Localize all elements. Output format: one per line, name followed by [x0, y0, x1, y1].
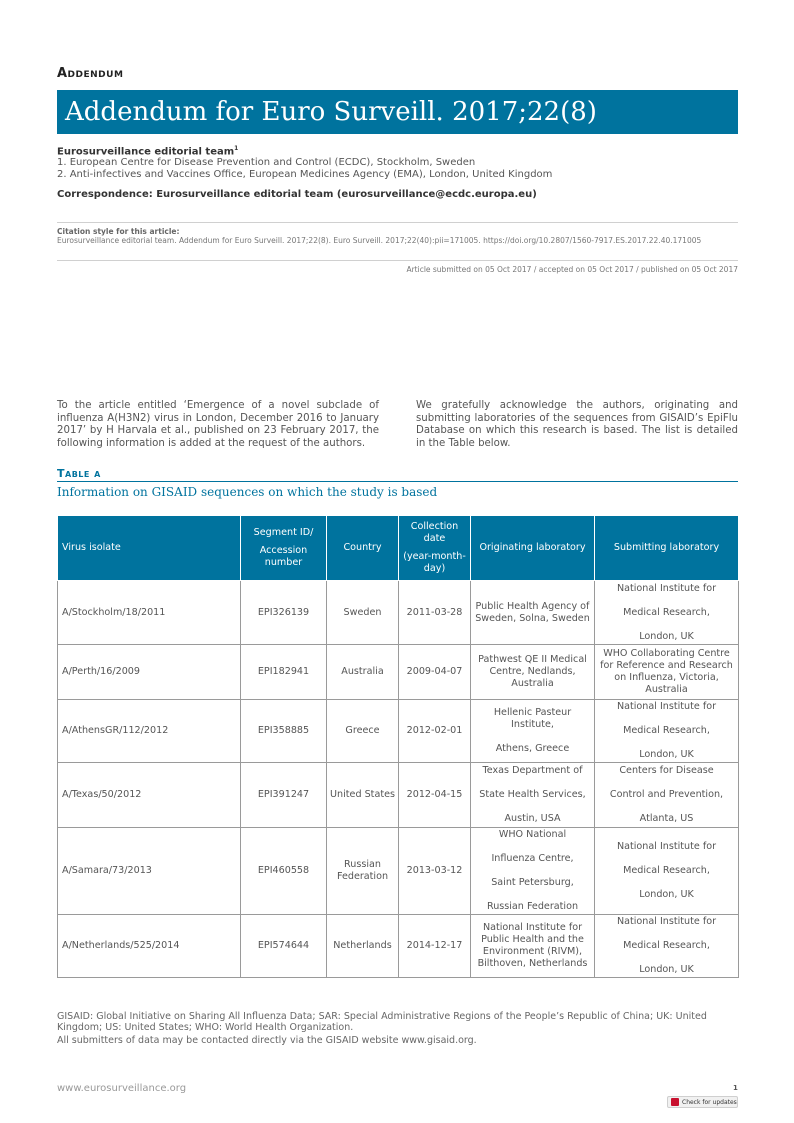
- table-row: [58, 828, 739, 915]
- cell-line: Russian Federation: [486, 901, 579, 912]
- cell-line: Austin, USA: [504, 813, 561, 824]
- cell-segment: EPI326139: [241, 581, 327, 645]
- cell-date: 2013-03-12: [399, 828, 471, 915]
- table-header-row: [58, 516, 739, 581]
- cell-virus: A/Texas/50/2012: [58, 763, 241, 828]
- table-row: [58, 700, 739, 763]
- cell-virus: A/Samara/73/2013: [58, 828, 241, 915]
- cell-segment: EPI574644: [241, 915, 327, 978]
- cell-submitting: [595, 581, 739, 645]
- cell-country: Sweden: [327, 581, 399, 645]
- article-dates: Article submitted on 05 Oct 2017 / accepted on 05 Oct 2017 / published on 05 Oct 2017: [406, 265, 738, 274]
- cell-submitting: [595, 700, 739, 763]
- cell-virus: A/AthensGR/112/2012: [58, 700, 241, 763]
- affiliation-2: 2. Anti-infectives and Vaccines Office, European Medicines Agency (EMA), London, United Kingdom: [57, 169, 553, 180]
- cell-originating: [471, 645, 595, 700]
- article-title: Addendum for Euro Surveill. 2017;22(8): [57, 90, 738, 134]
- cell-line: Public Health Agency of Sweden, Solna, Sweden: [475, 600, 590, 624]
- cell-originating: [471, 915, 595, 978]
- cell-line: Medical Research,: [623, 865, 710, 876]
- cell-country: Greece: [327, 700, 399, 763]
- cell-line: Pathwest QE II Medical Centre, Nedlands, Australia: [478, 654, 587, 689]
- cell-date: 2012-02-01: [399, 700, 471, 763]
- cell-line: National Institute for: [616, 841, 717, 852]
- cell-segment: EPI182941: [241, 645, 327, 700]
- cell-line: National Institute for Public Health and the Environment (RIVM), Bilthoven, Netherlands: [477, 922, 588, 969]
- cell-line: London, UK: [639, 749, 694, 760]
- cell-country: United States: [327, 763, 399, 828]
- cell-submitting: [595, 645, 739, 700]
- cell-date: 2011-03-28: [399, 581, 471, 645]
- cell-line: National Institute for: [616, 916, 717, 927]
- author-name: Eurosurveillance editorial team$^1$: [57, 145, 239, 158]
- header-collection-line1: Collection date: [410, 521, 459, 544]
- cell-line: National Institute for: [616, 582, 717, 594]
- cell-line: Athens, Greece: [495, 743, 570, 754]
- cell-line: Texas Department of: [482, 765, 583, 776]
- table-rule: [57, 481, 738, 482]
- cell-virus: A/Netherlands/525/2014: [58, 915, 241, 978]
- table-caption: Information on GISAID sequences on which the study is based: [57, 485, 438, 499]
- page-number: 1: [733, 1084, 738, 1092]
- cell-date: 2009-04-07: [399, 645, 471, 700]
- table-row: [58, 763, 739, 828]
- table-row: [58, 581, 739, 645]
- table-row: [58, 645, 739, 700]
- body-text-left: To the article entitled ‘Emergence of a novel subclade of influenza A(H3N2) virus in London, December 2016 to January 2017’ by H Harvala et al., published on 23 February 2017, the following information is added at the request of the authors.: [57, 400, 379, 449]
- cell-submitting: [595, 763, 739, 828]
- header-collection-line2: (year-month-day): [403, 551, 466, 574]
- cell-date: 2012-04-15: [399, 763, 471, 828]
- header-segment-line1: Segment ID/: [253, 527, 314, 538]
- cell-originating: [471, 581, 595, 645]
- cell-submitting: [595, 915, 739, 978]
- header-country: Country: [327, 516, 399, 581]
- check-updates-icon: [671, 1098, 679, 1106]
- citation-label: Citation style for this article:: [57, 227, 180, 236]
- cell-originating: [471, 700, 595, 763]
- cell-originating: [471, 763, 595, 828]
- table-label: Table a: [57, 467, 101, 480]
- cell-line: Medical Research,: [623, 725, 710, 736]
- cell-segment: EPI391247: [241, 763, 327, 828]
- cell-line: Atlanta, US: [639, 813, 694, 824]
- table-row: [58, 915, 739, 978]
- footnote-abbreviations: GISAID: Global Initiative on Sharing All Influenza Data; SAR: Special Administrative Regions of the People’s Republic of China; UK: United Kingdom; US: United States; WHO: World Health Organization.: [57, 1011, 707, 1033]
- correspondence: Correspondence: Eurosurveillance editorial team (eurosurveillance@ecdc.europa.eu): [57, 189, 537, 200]
- cell-line: National Institute for: [616, 701, 717, 712]
- cell-country: Australia: [327, 645, 399, 700]
- header-segment-line2: Accession number: [259, 545, 308, 568]
- cell-line: Medical Research,: [623, 606, 710, 618]
- cell-line: WHO National: [498, 829, 567, 840]
- cell-country: Netherlands: [327, 915, 399, 978]
- cell-submitting: [595, 828, 739, 915]
- check-updates-badge[interactable]: [667, 1096, 738, 1108]
- cell-virus: A/Stockholm/18/2011: [58, 581, 241, 645]
- cell-line: London, UK: [639, 964, 694, 975]
- cell-line: London, UK: [639, 889, 694, 900]
- cell-line: Control and Prevention,: [609, 789, 724, 800]
- section-label: Addendum: [57, 66, 124, 81]
- cell-line: London, UK: [639, 630, 694, 642]
- cell-line: Centers for Disease: [619, 765, 714, 776]
- body-text-right: We gratefully acknowledge the authors, originating and submitting laboratories of the sequences from GISAID’s EpiFlu Database on which this research is based. The list is detailed in the Table below.: [416, 400, 738, 449]
- cell-segment: EPI460558: [241, 828, 327, 915]
- header-segment: [241, 516, 327, 581]
- cell-country: Russian Federation: [327, 828, 399, 915]
- footnote-contact: All submitters of data may be contacted directly via the GISAID website www.gisaid.org.: [57, 1035, 477, 1046]
- header-collection: [399, 516, 471, 581]
- affiliation-1: 1. European Centre for Disease Prevention and Control (ECDC), Stockholm, Sweden: [57, 157, 476, 168]
- cell-line: State Health Services,: [479, 789, 586, 800]
- divider: [57, 222, 738, 223]
- cell-segment: EPI358885: [241, 700, 327, 763]
- table-body: [58, 581, 739, 978]
- citation-text: Eurosurveillance editorial team. Addendum for Euro Surveill. 2017;22(8). Euro Surveill. 2017;22(40):pii=171005. https://doi.org/10.2807/1560-7917.ES.2017.22.40.171005: [57, 236, 702, 245]
- header-submitting: Submitting laboratory: [595, 516, 739, 581]
- cell-virus: A/Perth/16/2009: [58, 645, 241, 700]
- divider: [57, 260, 738, 261]
- cell-line: Medical Research,: [623, 940, 710, 951]
- check-updates-label: Check for updates: [682, 1099, 737, 1106]
- cell-originating: [471, 828, 595, 915]
- header-originating: Originating laboratory: [471, 516, 595, 581]
- gisaid-table: [57, 515, 739, 978]
- cell-line: Saint Petersburg,: [491, 877, 574, 888]
- cell-date: 2014-12-17: [399, 915, 471, 978]
- footer-site: www.eurosurveillance.org: [57, 1083, 187, 1094]
- cell-line: Influenza Centre,: [491, 853, 574, 864]
- cell-line: WHO Collaborating Centre for Reference and Research on Influenza, Victoria, Australia: [600, 648, 733, 695]
- cell-line: Hellenic Pasteur Institute,: [493, 707, 572, 730]
- header-virus: Virus isolate: [58, 516, 241, 581]
